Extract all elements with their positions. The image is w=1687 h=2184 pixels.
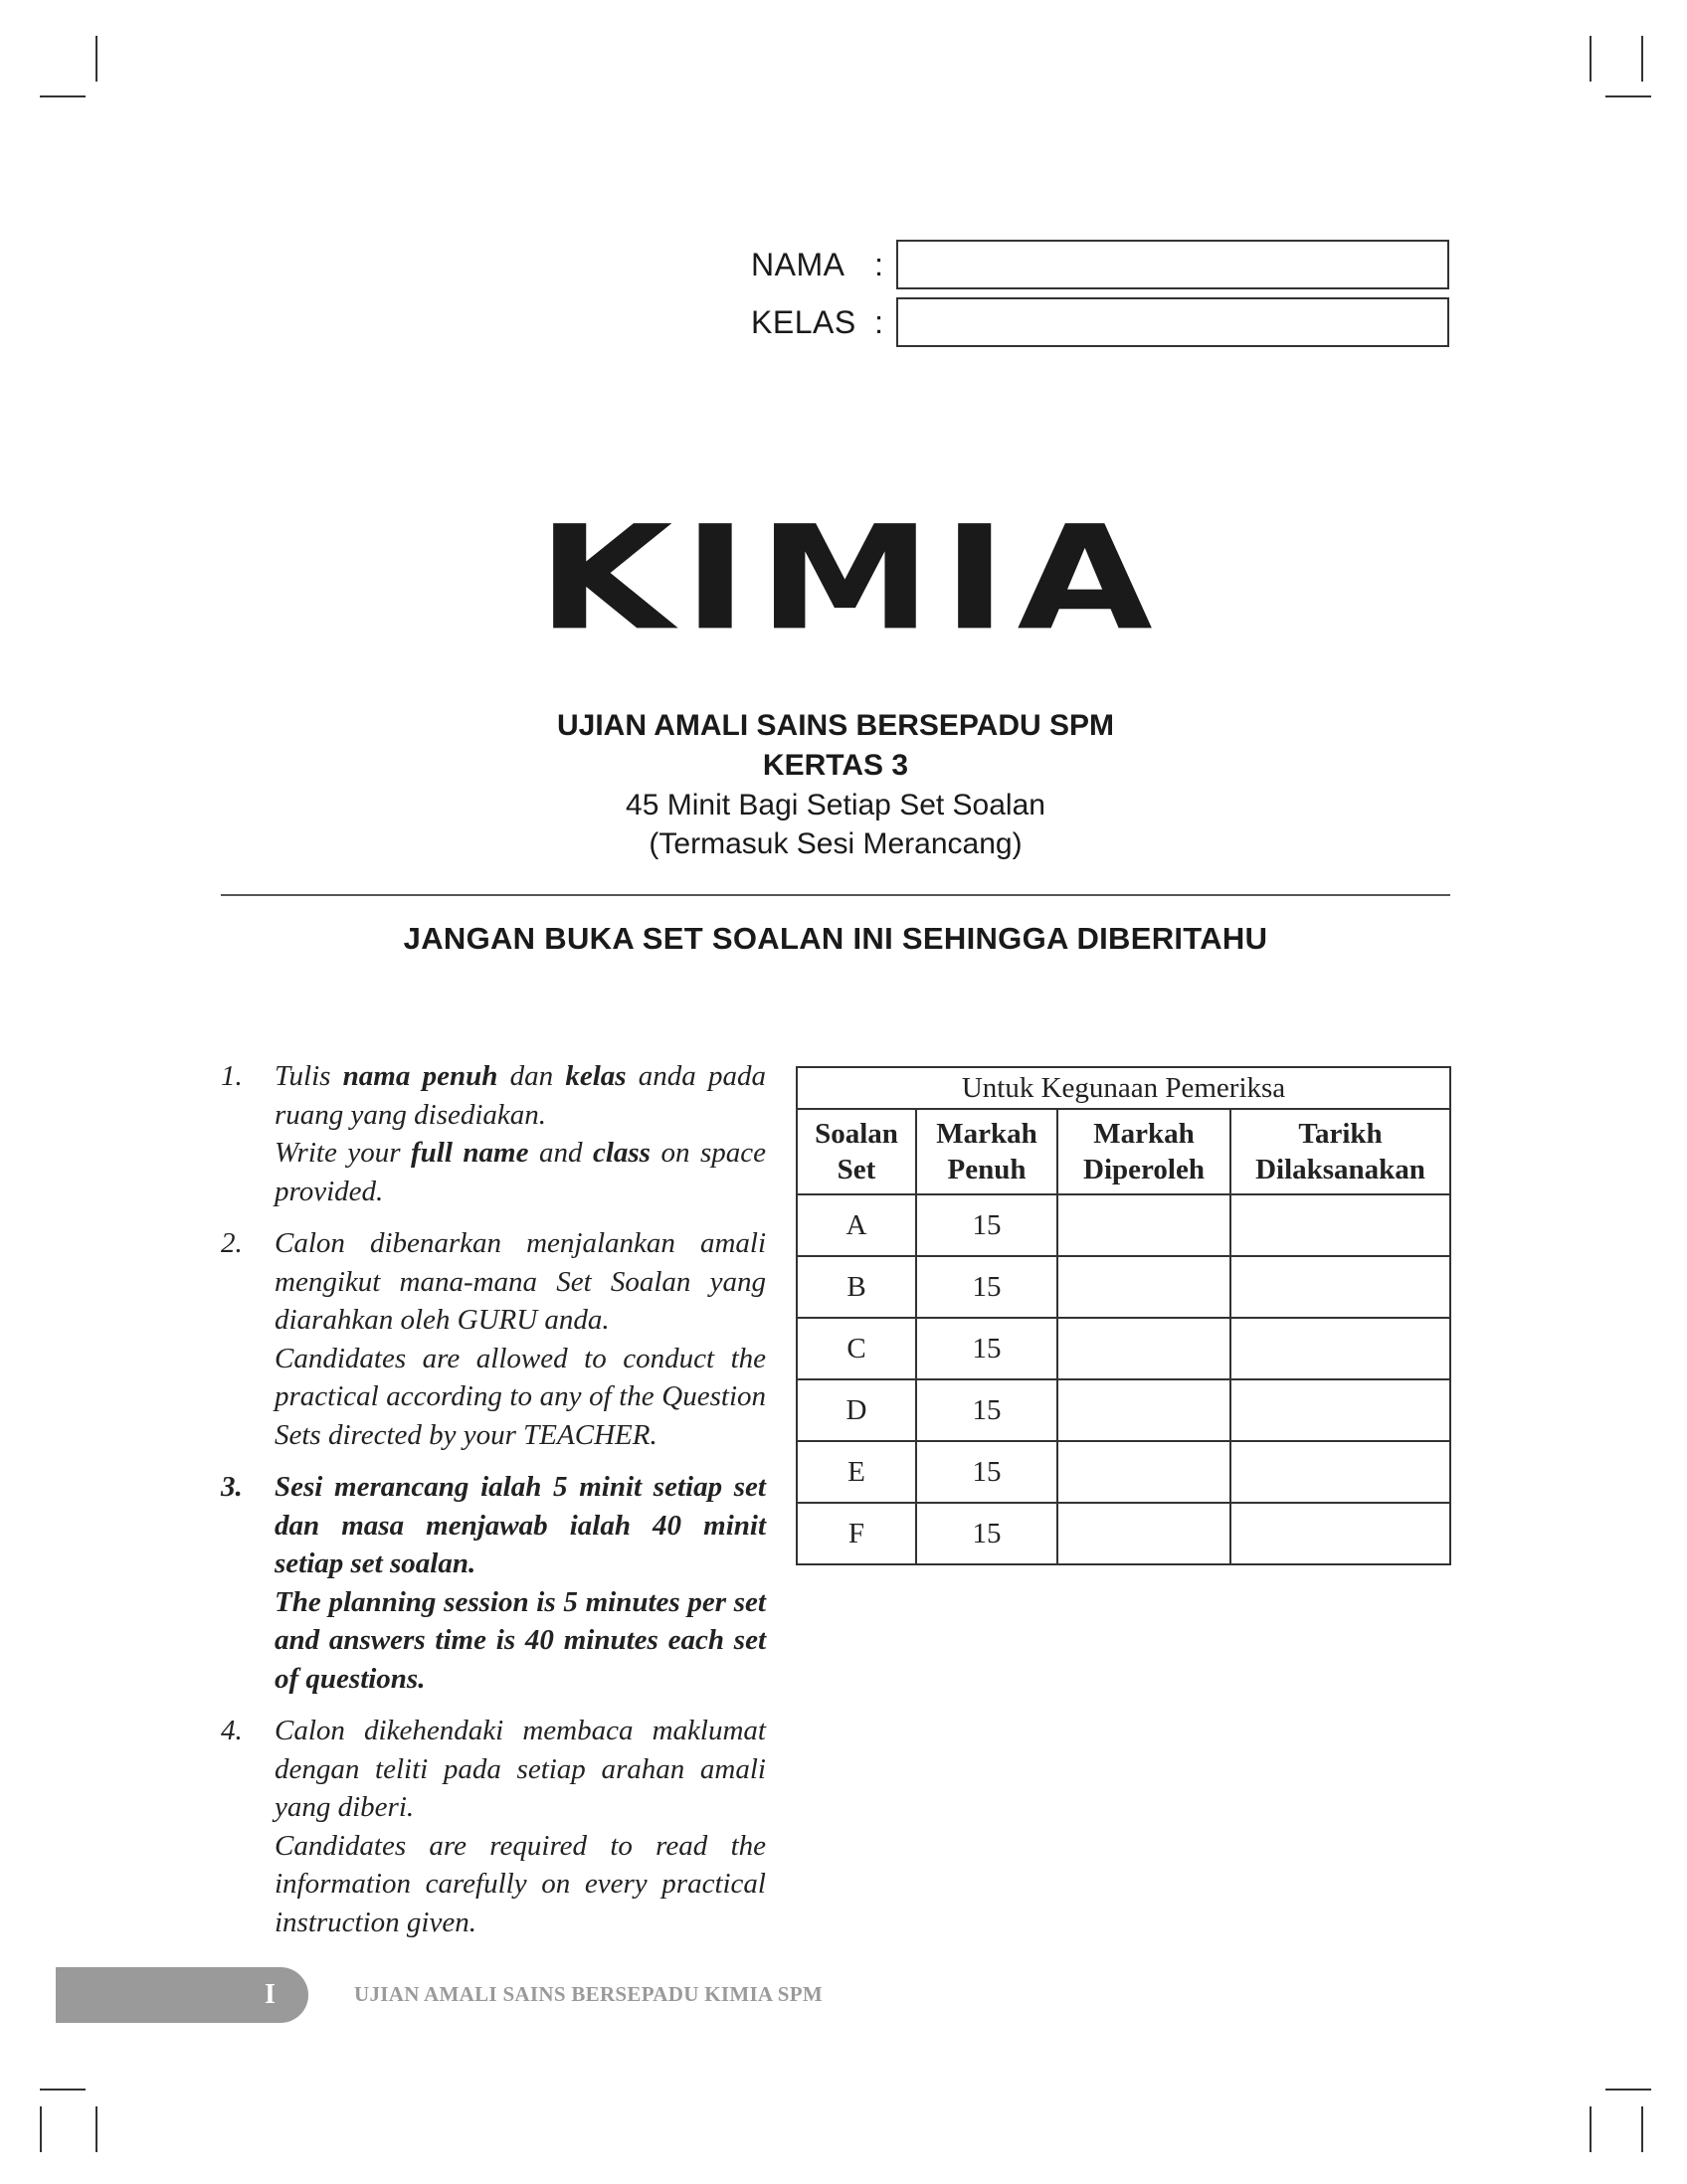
instruction-body (275, 1057, 766, 1210)
instruction-item (221, 1224, 766, 1454)
instruction-item (221, 1712, 766, 1941)
exam-name: UJIAN AMALI SAINS BERSEPADU SPM (556, 709, 1115, 742)
instruction-number: 3. (221, 1471, 243, 1503)
crop-mark (95, 36, 97, 82)
duration-note: (Termasuk Sesi Merancang) (649, 827, 1023, 860)
name-row (751, 237, 1449, 292)
date-cell[interactable] (1230, 1441, 1450, 1503)
instruction-english: Candidates are required to read the information carefully on every practical instruction given. (275, 1829, 766, 1938)
marks-obtained-cell[interactable] (1057, 1194, 1230, 1256)
crop-mark (40, 2106, 42, 2152)
crop-mark (40, 95, 86, 97)
instruction-english: Candidates are allowed to conduct the practical according to any of the Question Sets directed by your TEACHER. (275, 1342, 766, 1451)
instruction-malay: Calon dikehendaki membaca maklumat dengan teliti pada setiap arahan amali yang diberi. (275, 1715, 766, 1823)
name-label: NAMA (751, 246, 845, 282)
instruction-malay: Calon dibenarkan menjalankan amali mengikut mana-mana Set Soalan yang diarahkan oleh GURU anda. (275, 1227, 766, 1336)
paper-number: KERTAS 3 (762, 749, 909, 782)
instruction-body (275, 1712, 766, 1941)
examiner-table (796, 1066, 1451, 1565)
full-marks-cell: 15 (916, 1379, 1057, 1441)
instructions-list (221, 1057, 766, 1955)
set-cell: E (797, 1441, 916, 1503)
set-cell: A (797, 1194, 916, 1256)
table-row (797, 1441, 1450, 1503)
duration: 45 Minit Bagi Setiap Set Soalan (626, 789, 1045, 821)
page-title: KIMIA (537, 494, 1163, 662)
marks-obtained-cell[interactable] (1057, 1503, 1230, 1564)
header-marks-obtained: Markah Diperoleh (1057, 1109, 1230, 1194)
date-cell[interactable] (1230, 1379, 1450, 1441)
instruction-number: 2. (221, 1227, 243, 1259)
header-question-set: Soalan Set (797, 1109, 916, 1194)
divider (221, 894, 1450, 896)
instruction-english: Write your full name and class on space provided. (275, 1137, 766, 1207)
crop-mark (1590, 2106, 1592, 2152)
name-colon: : (874, 246, 884, 282)
marks-obtained-cell[interactable] (1057, 1441, 1230, 1503)
crop-mark (95, 2106, 97, 2152)
crop-mark (40, 2089, 86, 2091)
crop-mark (1590, 36, 1592, 82)
header-full-marks: Markah Penuh (916, 1109, 1057, 1194)
instruction-malay: Sesi merancang ialah 5 minit setiap set dan masa menjawab ialah 40 minit setiap set soalan. (275, 1471, 766, 1579)
class-row (751, 294, 1449, 350)
table-row (797, 1318, 1450, 1379)
table-row (797, 1503, 1450, 1564)
full-marks-cell: 15 (916, 1256, 1057, 1318)
instruction-item (221, 1468, 766, 1698)
full-marks-cell: 15 (916, 1194, 1057, 1256)
table-row (797, 1194, 1450, 1256)
crop-mark (1641, 2106, 1643, 2152)
date-cell[interactable] (1230, 1256, 1450, 1318)
crop-mark (1605, 95, 1651, 97)
set-cell: B (797, 1256, 916, 1318)
instruction-malay: Tulis nama penuh dan kelas anda pada ruang yang disediakan. (275, 1060, 767, 1131)
class-colon: : (874, 303, 884, 340)
class-label: KELAS (751, 303, 856, 340)
page-number: I (265, 1979, 276, 2010)
set-cell: D (797, 1379, 916, 1441)
marks-obtained-cell[interactable] (1057, 1379, 1230, 1441)
crop-mark (1641, 36, 1643, 82)
instruction-number: 1. (221, 1060, 243, 1092)
set-cell: C (797, 1318, 916, 1379)
instruction-english: The planning session is 5 minutes per set and answers time is 40 minutes each set of questions. (275, 1585, 766, 1695)
full-marks-cell: 15 (916, 1441, 1057, 1503)
instruction-number: 4. (221, 1715, 243, 1746)
class-field[interactable] (896, 297, 1449, 347)
date-cell[interactable] (1230, 1318, 1450, 1379)
instruction-body (275, 1468, 766, 1698)
instruction-item (221, 1057, 766, 1210)
table-header (797, 1109, 1450, 1194)
table-row (797, 1379, 1450, 1441)
header-date-conducted: Tarikh Dilaksanakan (1230, 1109, 1450, 1194)
date-cell[interactable] (1230, 1503, 1450, 1564)
footer-title: UJIAN AMALI SAINS BERSEPADU KIMIA SPM (354, 1982, 824, 2006)
marks-obtained-cell[interactable] (1057, 1318, 1230, 1379)
table-row (797, 1256, 1450, 1318)
marks-obtained-cell[interactable] (1057, 1256, 1230, 1318)
date-cell[interactable] (1230, 1194, 1450, 1256)
name-field[interactable] (896, 240, 1449, 289)
full-marks-cell: 15 (916, 1503, 1057, 1564)
warning-text: JANGAN BUKA SET SOALAN INI SEHINGGA DIBERITAHU (403, 921, 1268, 956)
instruction-body (275, 1224, 766, 1454)
full-marks-cell: 15 (916, 1318, 1057, 1379)
set-cell: F (797, 1503, 916, 1564)
crop-mark (1605, 2089, 1651, 2091)
table-caption: Untuk Kegunaan Pemeriksa (797, 1067, 1450, 1109)
